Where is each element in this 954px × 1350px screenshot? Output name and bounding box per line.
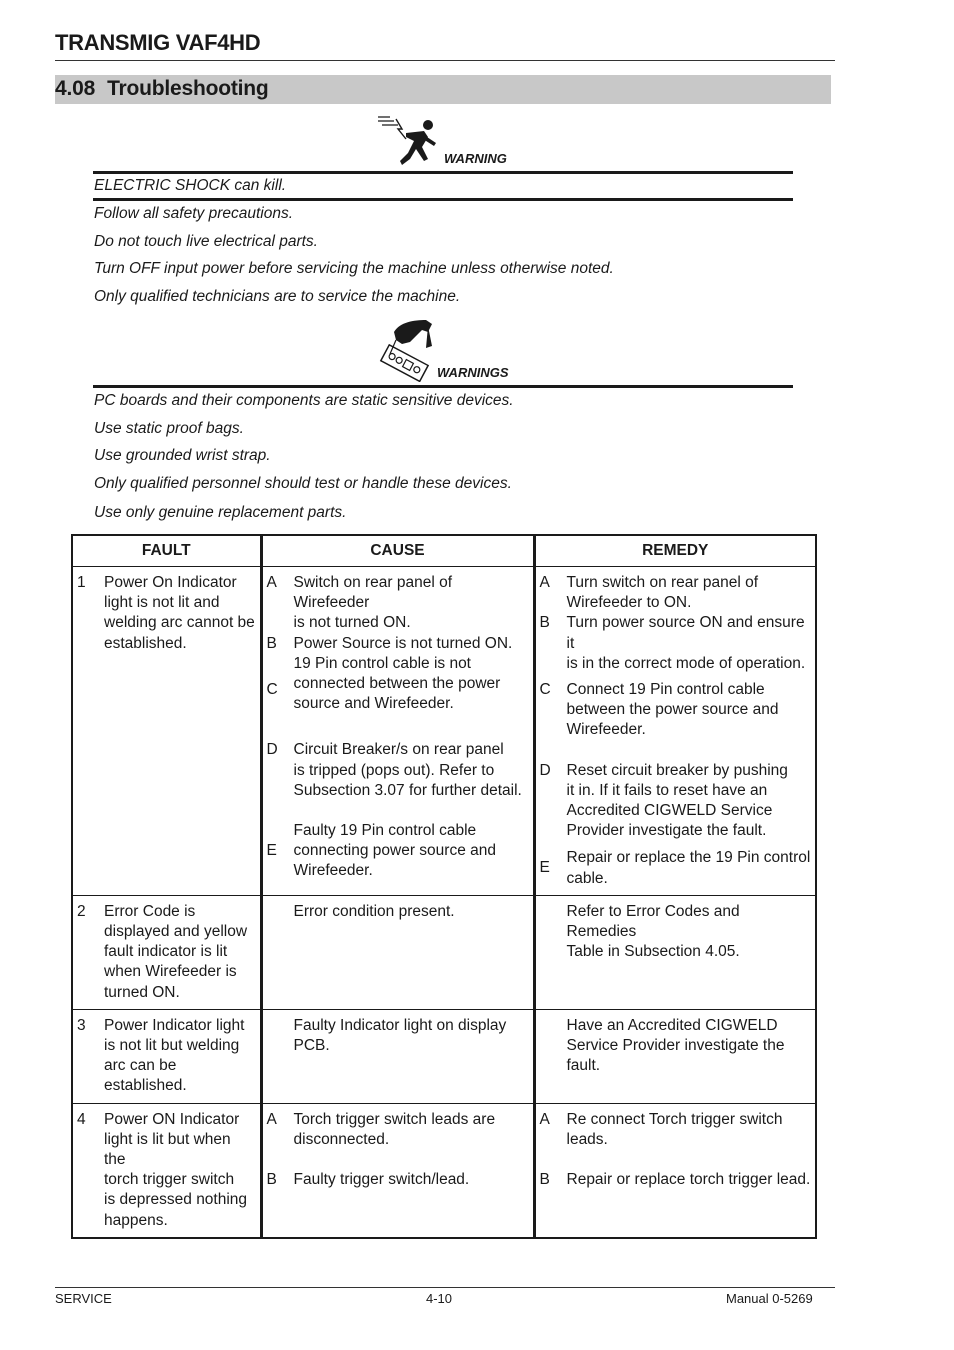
warnings-text-line: Use only genuine replacement parts. xyxy=(94,504,347,521)
cause-text: Power Source is not turned ON. xyxy=(293,634,513,652)
remedy-text: Service Provider investigate the xyxy=(566,1037,785,1055)
remedy-text: Provider investigate the fault. xyxy=(566,822,767,840)
remedy-cell xyxy=(534,567,816,896)
fault-text: displayed and yellow xyxy=(104,923,248,941)
cause-text: PCB. xyxy=(293,1037,330,1055)
cause-text: Subsection 3.07 for further detail. xyxy=(293,781,522,799)
fault-header: FAULT xyxy=(72,535,261,567)
table-row xyxy=(72,567,816,896)
cause-text: Switch on rear panel of Wirefeeder xyxy=(293,574,453,612)
remedy-text: Connect 19 Pin control cable xyxy=(566,681,765,699)
remedy-text: Turn power source ON and ensure it xyxy=(566,614,805,652)
fault-cell xyxy=(72,1009,261,1103)
fault-text: light is not lit and xyxy=(104,594,220,612)
remedy-cell xyxy=(534,895,816,1009)
remedy-text: Repair or replace the 19 Pin control xyxy=(566,849,811,867)
item-letter: A xyxy=(266,1110,277,1128)
remedy-text: cable. xyxy=(566,869,608,887)
item-letter: B xyxy=(266,1171,277,1189)
cause-cell xyxy=(261,895,534,1009)
warnings-text-line: Use static proof bags. xyxy=(94,420,244,437)
warnings-text-line: Use grounded wrist strap. xyxy=(94,447,271,464)
fault-text: when Wirefeeder is xyxy=(104,963,237,981)
footer-page-number: 4-10 xyxy=(426,1291,453,1306)
fault-text: torch trigger switch xyxy=(104,1171,235,1189)
fault-text: happens. xyxy=(104,1211,168,1229)
warnings-label: WARNINGS xyxy=(437,365,509,380)
remedy-text: between the power source and xyxy=(566,701,779,719)
warning-text-line: ELECTRIC SHOCK can kill. xyxy=(94,177,287,194)
cause-text: Error condition present. xyxy=(293,902,455,920)
item-letter: C xyxy=(539,681,551,699)
cause-cell xyxy=(261,567,534,896)
cause-text: 19 Pin control cable is not xyxy=(293,654,471,672)
cause-text: Faulty 19 Pin control cable xyxy=(293,822,477,840)
cause-text: Wirefeeder. xyxy=(293,862,373,880)
fault-text: welding arc cannot be xyxy=(104,614,255,632)
warning-text-line: Follow all safety precautions. xyxy=(94,205,294,222)
warnings-text-line: PC boards and their components are static sensitive devices. xyxy=(94,392,514,409)
remedy-text: leads. xyxy=(566,1130,608,1148)
fault-number: 2 xyxy=(77,902,86,920)
remedy-text: Table in Subsection 4.05. xyxy=(566,943,740,961)
item-letter: B xyxy=(266,634,277,652)
item-letter: C xyxy=(266,680,278,698)
remedy-text: is in the correct mode of operation. xyxy=(566,654,806,672)
fault-text: established. xyxy=(104,634,187,652)
cause-text: Faulty trigger switch/lead. xyxy=(293,1171,470,1189)
fault-text: arc can be established. xyxy=(104,1057,187,1095)
table-row xyxy=(72,1009,816,1103)
document-title: TRANSMIG VAF4HD xyxy=(55,30,261,55)
section-name: Troubleshooting xyxy=(107,77,269,100)
warnings-text-line: Only qualified personnel should test or handle these devices. xyxy=(94,475,512,492)
item-letter: B xyxy=(539,614,550,632)
fault-cell xyxy=(72,567,261,896)
table-row xyxy=(72,895,816,1009)
table-header-row xyxy=(72,535,816,567)
cause-text: source and Wirefeeder. xyxy=(293,695,454,713)
item-letter: D xyxy=(266,741,278,759)
fault-text: is depressed nothing xyxy=(104,1191,248,1209)
fault-cell xyxy=(72,895,261,1009)
warnings-rule xyxy=(93,385,793,388)
item-letter: E xyxy=(539,859,550,877)
warning-label: WARNING xyxy=(444,151,507,166)
item-letter: A xyxy=(539,574,550,591)
remedy-cell xyxy=(534,1009,816,1103)
fault-number: 1 xyxy=(77,574,86,591)
item-letter: E xyxy=(266,842,277,860)
cause-text: is not turned ON. xyxy=(293,614,411,632)
warning-text-line: Turn OFF input power before servicing the machine unless otherwise noted. xyxy=(94,260,614,277)
fault-text: Error Code is xyxy=(104,902,196,920)
troubleshooting-table xyxy=(71,534,817,1239)
static-sensitive-icon xyxy=(376,318,436,382)
fault-text: is not lit but welding xyxy=(104,1037,240,1055)
remedy-text: it in. If it fails to reset have an xyxy=(566,781,768,799)
remedy-text: Accredited CIGWELD Service xyxy=(566,802,773,820)
fault-cell xyxy=(72,1103,261,1238)
section-title xyxy=(55,77,269,101)
cause-cell xyxy=(261,1009,534,1103)
cause-text: is tripped (pops out). Refer to xyxy=(293,761,495,779)
warning-rule-bottom xyxy=(93,198,793,201)
cause-text: Faulty Indicator light on display xyxy=(293,1016,507,1034)
section-heading-bar xyxy=(55,75,831,104)
remedy-text: Repair or replace torch trigger lead. xyxy=(566,1171,811,1189)
footer-section: SERVICE xyxy=(55,1291,112,1306)
section-number: 4.08 xyxy=(55,77,96,100)
cause-header: CAUSE xyxy=(261,535,534,567)
item-letter: A xyxy=(266,574,277,591)
remedy-text: Turn switch on rear panel of xyxy=(566,574,759,591)
fault-text: Power Indicator light xyxy=(104,1016,245,1034)
remedy-text: Wirefeeder to ON. xyxy=(566,594,692,612)
warning-rule-top xyxy=(93,171,793,174)
warning-text-line: Only qualified technicians are to service the machine. xyxy=(94,288,461,305)
cause-text: Circuit Breaker/s on rear panel xyxy=(293,741,504,759)
remedy-header: REMEDY xyxy=(534,535,816,567)
electric-shock-icon xyxy=(376,113,442,167)
fault-number: 3 xyxy=(77,1016,86,1034)
item-letter: D xyxy=(539,761,551,779)
remedy-text: Refer to Error Codes and Remedies xyxy=(566,902,740,941)
fault-text: Power ON Indicator xyxy=(104,1110,240,1128)
fault-number: 4 xyxy=(77,1110,86,1128)
table-row xyxy=(72,1103,816,1238)
cause-text: connecting power source and xyxy=(293,842,496,860)
remedy-text: fault. xyxy=(566,1057,601,1075)
remedy-cell xyxy=(534,1103,816,1238)
remedy-text: Have an Accredited CIGWELD xyxy=(566,1016,778,1034)
footer-rule xyxy=(55,1287,835,1288)
warning-text-line: Do not touch live electrical parts. xyxy=(94,233,318,250)
remedy-text: Reset circuit breaker by pushing xyxy=(566,761,788,779)
cause-text: disconnected. xyxy=(293,1130,390,1148)
title-rule xyxy=(55,60,835,61)
fault-text: Power On Indicator xyxy=(104,574,237,591)
remedy-text: Re connect Torch trigger switch xyxy=(566,1110,783,1128)
fault-text: turned ON. xyxy=(104,983,180,1001)
item-letter: B xyxy=(539,1171,550,1189)
cause-cell xyxy=(261,1103,534,1238)
cause-text: connected between the power xyxy=(293,675,501,693)
fault-text: light is lit but when the xyxy=(104,1130,231,1169)
remedy-text: Wirefeeder. xyxy=(566,721,646,739)
footer-manual-number: Manual 0-5269 xyxy=(726,1291,813,1306)
fault-text: fault indicator is lit xyxy=(104,943,228,961)
item-letter: A xyxy=(539,1110,550,1128)
cause-text: Torch trigger switch leads are xyxy=(293,1110,496,1128)
